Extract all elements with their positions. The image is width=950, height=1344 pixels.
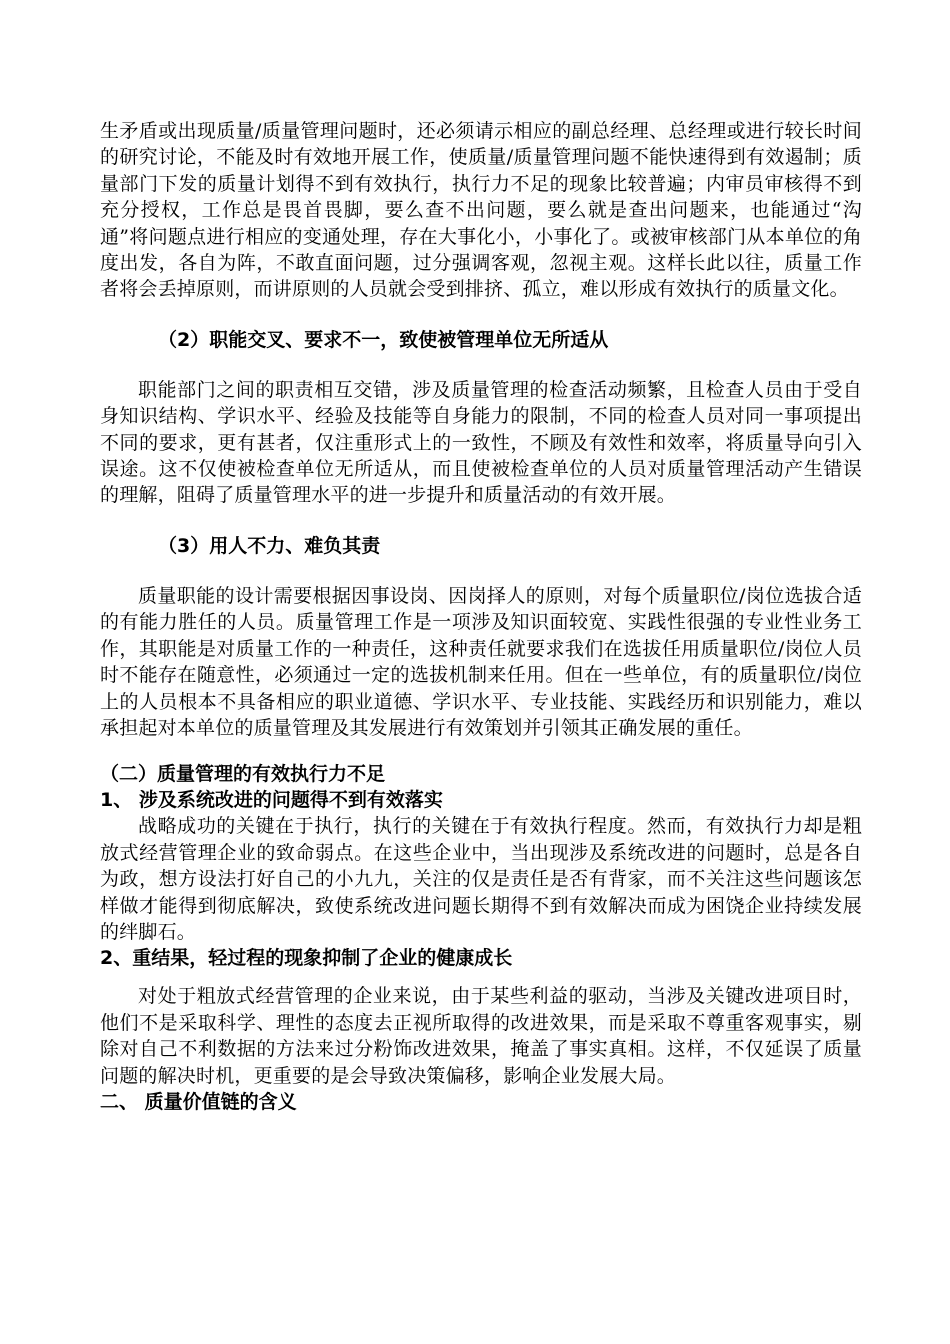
spacer bbox=[100, 303, 862, 327]
subheading-system-improvement: 1、 涉及系统改进的问题得不到有效落实 bbox=[100, 789, 443, 812]
paragraph-results-over-process: 对处于粗放式经营管理的企业来说，由于某些利益的驱动，当涉及关键改进项目时，他们不是采取科学、理性的态度去正视所取得的改进效果，而是采取不尊重客观事实，剔除对自己不利数据的方法来过分粉饰改进效果，掩盖了事实真相。这样，不仅延误了质量问题的解决时机，更重要的是会导致决策偏移，影响企业发展大局。 bbox=[100, 985, 862, 1087]
paragraph-system-improvement: 战略成功的关键在于执行，执行的关键在于有效执行程度。然而，有效执行力却是粗放式经营管理企业的致命弱点。在这些企业中，当出现涉及系统改进的问题时，总是各自为政，想方设法打好自己的小九九，关注的仅是责任是否有背家，而不关注这些问题该怎样做才能得到彻底解决，致使系统改进问题长期得不到有效解决而成为困饶企业持续发展的绊脚石。 bbox=[100, 815, 862, 943]
paragraph-staffing: 质量职能的设计需要根据因事设岗、因岗择人的原则，对每个质量职位/岗位选拔合适的有能力胜任的人员。质量管理工作是一项涉及知识面较宽、实践性很强的专业性业务工作，其职能是对质量工作的一种责任，这种责任就要求我们在选拔任用质量职位/岗位人员时不能存在随意性，必须通过一定的选拔机制来任用。但在一些单位，有的质量职位/岗位上的人员根本不具备相应的职业道德、学识水平、专业技能、实践经历和识别能力，难以承担起对本单位的质量管理及其发展进行有效策划并引领其正确发展的重任。 bbox=[100, 584, 862, 739]
paragraph-functions-overlap: 职能部门之间的职责相互交错，涉及质量管理的检查活动频繁，且检查人员由于受自身知识结构、学识水平、经验及技能等自身能力的限制，不同的检查人员对同一事项提出不同的要求，更有甚者，仅注重形式上的一致性，不顾及有效性和效率，将质量导向引入误途。这不仅使被检查单位无所适从，而且使被检查单位的人员对质量管理活动产生错误的理解，阻碍了质量管理水平的进一步提升和质量活动的有效开展。 bbox=[100, 378, 862, 507]
spacer bbox=[100, 509, 862, 533]
spacer bbox=[100, 559, 862, 583]
section-heading-execution: （二）质量管理的有效执行力不足 bbox=[100, 763, 386, 786]
subheading-results-over-process: 2、重结果，轻过程的现象抑制了企业的健康成长 bbox=[100, 947, 513, 970]
spacer bbox=[100, 971, 862, 983]
heading-staffing: （3）用人不力、难负其责 bbox=[158, 534, 381, 557]
section-heading-value-chain: 二、 质量价值链的含义 bbox=[100, 1090, 297, 1113]
document-page bbox=[100, 118, 862, 1115]
paragraph-continued: 生矛盾或出现质量/质量管理问题时，还必须请示相应的副总经理、总经理或进行较长时间的研究讨论，不能及时有效地开展工作，使质量/质量管理问题不能快速得到有效遏制；质量部门下发的质量计划得不到有效执行，执行力不足的现象比较普遍；内审员审核得不到充分授权，工作总是畏首畏脚，要么查不出问题，要么就是查出问题来，也能通过“沟通”将问题点进行相应的变通处理，存在大事化小，小事化了。或被审核部门从本单位的角度出发，各自为阵，不敢直面问题，过分强调客观，忽视主观。这样长此以往，质量工作者将会丢掉原则，而讲原则的人员就会受到排挤、孤立，难以形成有效执行的质量文化。 bbox=[100, 120, 862, 301]
spacer bbox=[100, 741, 862, 761]
spacer bbox=[100, 353, 862, 377]
heading-functions-overlap: （2）职能交叉、要求不一，致使被管理单位无所适从 bbox=[158, 328, 609, 351]
